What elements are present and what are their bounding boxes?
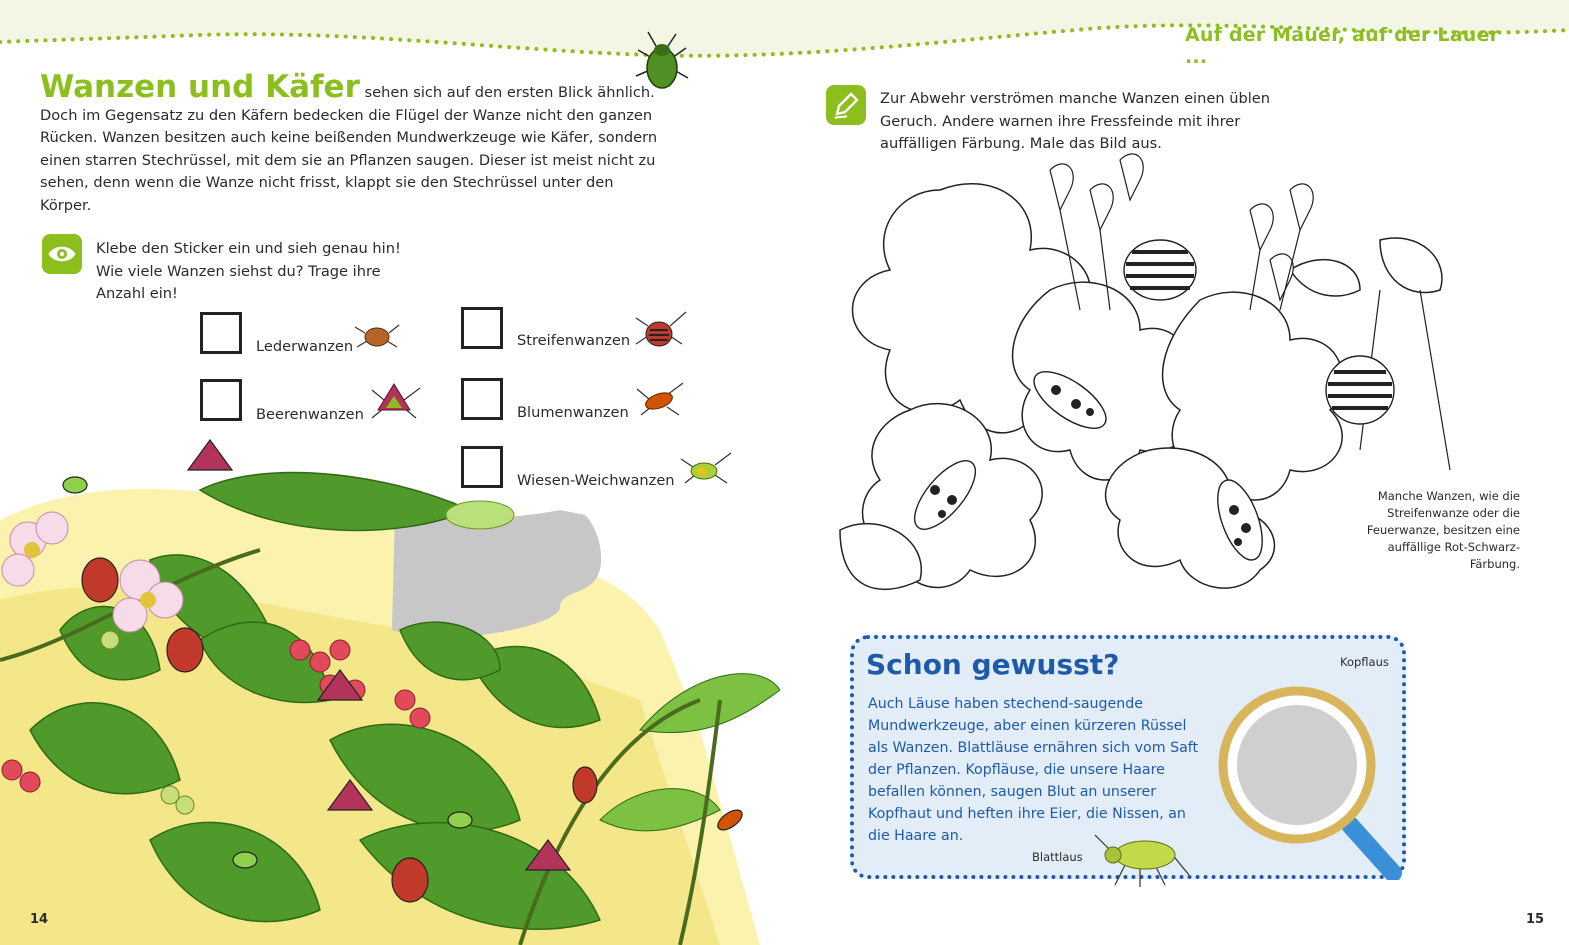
fact-box-title: Schon gewusst?	[866, 648, 1120, 681]
section-title: Auf der Mauer, auf der Lauer ...	[1185, 24, 1500, 68]
lederwanze-icon	[353, 315, 401, 351]
checkbox-row-lederwanzen[interactable]	[200, 310, 401, 355]
checkbox-row-streifenwanzen[interactable]	[461, 304, 690, 352]
kopflaus-label: Kopflaus	[1340, 655, 1389, 669]
streifenwanze-icon	[630, 304, 690, 352]
intro-paragraph	[40, 69, 660, 217]
coloring-task-text: Zur Abwehr verströmen manche Wanzen einen üblen Geruch. Andere warnen ihre Fressfeinde mit ihrer auffälligen Färbung. Male das Bild aus.	[880, 90, 1271, 152]
checkbox-label: Streifenwanzen	[517, 331, 631, 349]
page-number-left: 14	[30, 912, 49, 927]
pencil-icon	[826, 85, 866, 125]
blattlaus-label: Blattlaus	[1032, 850, 1083, 864]
coloring-caption: Manche Wanzen, wie die Streifenwanze oder die Feuerwanze, besitzen eine auffällige Rot-Schwarz-Färbung.	[1366, 489, 1520, 571]
count-checkbox[interactable]	[200, 312, 242, 354]
magnifier-illustration	[1215, 675, 1410, 880]
checkbox-label: Wiesen-Weichwanzen	[517, 472, 675, 489]
intro-heading: Wanzen und Käfer	[40, 69, 360, 105]
fact-box-text: Auch Läuse haben stechend-saugende Mundwerkzeuge, aber einen kürzeren Rüssel als Wanzen. Blattläuse ernähren sich vom Saft der Pflanzen. Kopfläuse, die unsere Haare befallen können, saugen Blut an unserer Kopfhaut und heften ihre Eier, die Nissen, an die Haare an.	[868, 696, 1199, 844]
checkbox-label: Beerenwanzen	[256, 405, 364, 423]
page-number-right: 15	[1526, 912, 1545, 927]
sticker-task-text: Klebe den Sticker ein und sieh genau hin! Wie viele Wanzen siehst du? Trage ihre Anzahl ein!	[96, 240, 401, 302]
checkbox-label: Lederwanzen	[256, 338, 354, 355]
eye-icon	[42, 234, 82, 274]
bramble-bugs-illustration	[0, 400, 780, 945]
aphid-illustration	[1085, 825, 1195, 890]
checkbox-label: Blumenwanzen	[517, 404, 629, 421]
intro-text: sehen sich auf den ersten Blick ähnlich. Doch im Gegensatz zu den Käfern bedecken die Flügel der Wanze nicht den ganzen Rücken. Wanzen besitzen auch keine beißenden Mundwerkzeuge wie Käfer, sondern einen starren Stechrüssel, mit dem sie an Pflanzen saugen. Dieser ist meist nicht zu sehen, denn wenn die Wanze nicht frisst, klappt sie den Stechrüssel unter den Körper.	[40, 84, 658, 214]
count-checkbox[interactable]	[461, 307, 503, 349]
